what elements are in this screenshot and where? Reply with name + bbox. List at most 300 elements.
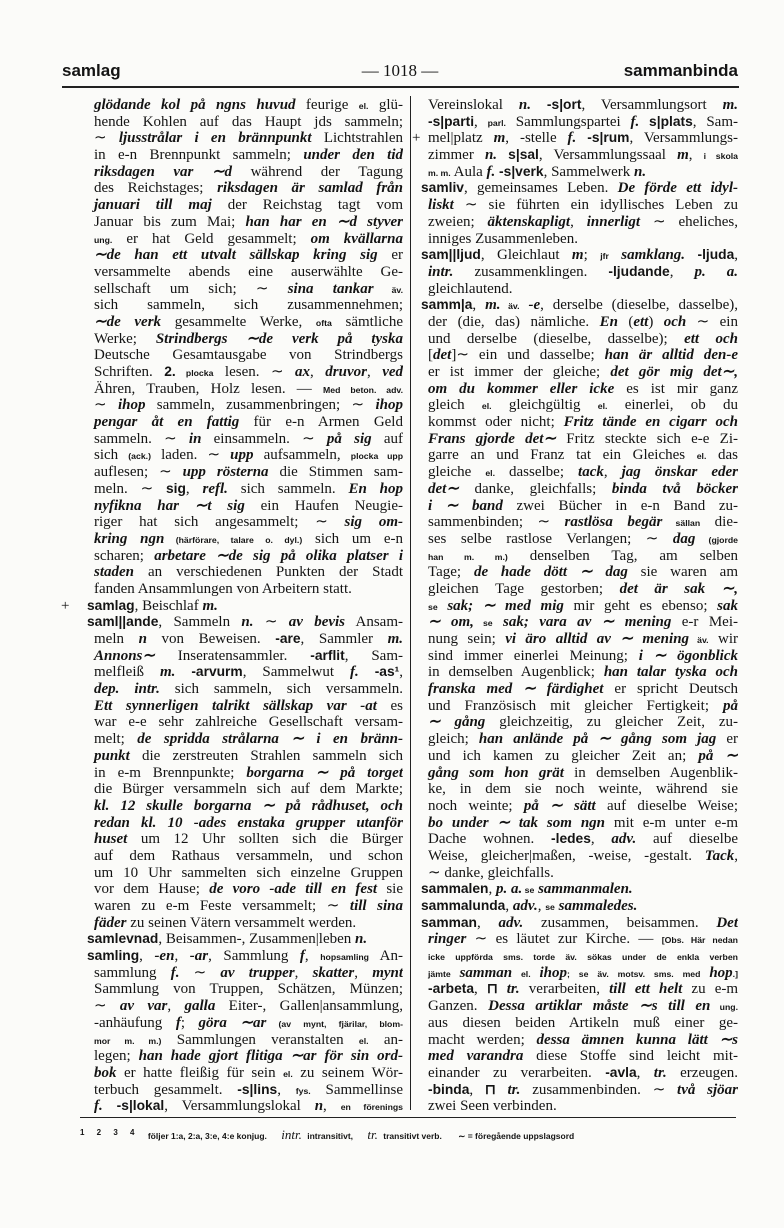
dictionary-text-line [87,714,403,731]
abbreviation-text: jämte [428,968,460,979]
headword-text: -avla [605,1064,637,1080]
dictionary-text-line [87,1015,403,1032]
swedish-example-text: dep. intr. [94,681,160,698]
abbreviation-text: el. [358,101,369,111]
dictionary-text-line [87,414,403,431]
swedish-example-text: fäder [94,914,127,931]
headword-text: -s|lins [237,1081,278,1097]
translation-text: zu e-m [682,981,738,998]
swedish-example-text: franska med ∼ färdighet [428,681,604,698]
dictionary-text-line [421,998,738,1015]
dictionary-text-line [421,130,738,147]
translation-text: meln. ∼ [94,480,166,497]
translation-text: sie waren am [627,564,738,581]
dictionary-text-line [421,164,738,181]
translation-text: zimmer [428,147,485,164]
translation-text [103,1098,117,1114]
translation-text: ) [648,313,664,330]
footnote-tr-abbr: tr. [367,1127,378,1142]
swedish-example-text: De förde ett idyl- [617,180,738,197]
abbreviation-text: mor m. m.) [94,1035,162,1046]
swedish-example-text: glödande kol på ngns huvud [94,97,296,113]
translation-text: , [174,948,190,965]
swedish-example-text: samklang. [608,247,686,264]
translation-text: versammelte abends eine auserwählte Ge- [94,263,403,280]
abbreviation-text: äv. [373,284,403,295]
headword-text: sammalunda [421,898,506,913]
dictionary-text-line [421,97,738,114]
swedish-example-text: sina tankar [287,280,374,297]
dictionary-text-line [421,664,738,681]
swedish-example-text: Det [716,914,738,931]
translation-text: Dache wohnen. [428,831,552,848]
swedish-example-text: på ∼ [698,747,738,764]
dictionary-text-line [421,598,738,615]
dictionary-text-line [421,731,738,748]
dictionary-text-line [87,431,403,448]
translation-text: er [377,247,403,264]
translation-text: in e-m Brennpunkte; [94,764,247,781]
abbreviation-text: se [473,618,493,629]
dictionary-text-line [421,1048,738,1065]
dictionary-text-line [421,347,738,364]
dictionary-entry-headline [87,948,403,965]
swedish-example-text: in [188,430,202,447]
dictionary-text-line [87,765,403,782]
swedish-example-text: kl. 12 skulle borgarna ∼ på rådhuset, och [94,797,403,814]
swedish-example-text: hop [709,964,733,981]
footnote-intr-text: intransitivt, [307,1131,354,1141]
headword-text: samlevnad [87,931,159,947]
translation-text: , [488,881,496,898]
translation-text [685,247,697,263]
dictionary-text-line [421,714,738,731]
swedish-example-text: f. [170,964,180,981]
translation-text: um 10 Uhr sammelten sich einzelne Gruppen [94,864,403,881]
headword-text: samling [87,948,140,964]
swedish-example-text: Frans gjorde det∼ [428,430,557,447]
dictionary-text-line [421,848,738,865]
dictionary-text-line [421,1015,738,1032]
swedish-example-text: n. [355,931,368,948]
translation-text: , Versammlungslokal [164,1098,315,1115]
header-right-guide-word: sammanbinda [623,61,738,80]
abbreviation-text: ung. [710,1002,738,1013]
swedish-example-text: ∼ gång [428,714,486,731]
dictionary-text-line [87,514,403,531]
headword-text: -s|lokal [116,1098,165,1114]
swedish-example-text: på [723,697,738,714]
translation-text: , [399,664,403,681]
swedish-example-text: ∼de verk [94,313,162,330]
dictionary-text-line [87,147,403,164]
translation-text: ∼ sie führten ein idyllisches Leben zu [453,197,738,214]
swedish-example-text: till ett helt [609,981,683,998]
dictionary-text-line [421,414,738,431]
translation-text: erzeugen. [666,1064,738,1081]
translation-text: sammenbinden; ∼ [428,514,565,531]
swedish-example-text: pengar åt en fattig [94,414,240,431]
translation-text: kommst oder nicht; [428,414,564,431]
dictionary-text-line [87,998,403,1015]
dictionary-text-line [421,564,738,581]
translation-text: Fritz steckte sich e-e Zi- [556,430,738,447]
translation-text: , Sam- [692,113,738,130]
translation-text: glü- [368,97,403,113]
swedish-example-text: m [677,147,689,164]
translation-text: er hatte fleißig für sein [116,1064,284,1081]
abbreviation-text: el. [485,468,495,479]
swedish-example-text: han talar tyska och [603,664,738,681]
translation-text: meln [94,631,139,647]
translation-text [576,130,587,146]
headword-text: s|plats [649,113,693,129]
translation-text: , [185,480,203,497]
translation-text: danke, gleichfalls; [458,480,612,497]
dictionary-text-line [87,347,403,364]
swedish-example-text: sak [717,597,738,614]
translation-text: Sammlung von Truppen, Schätzen, Münzen; [94,981,403,998]
dictionary-text-line [87,97,403,114]
dictionary-text-line [421,765,738,782]
dictionary-text-line [421,965,738,982]
translation-text: ∼ eheliches, [640,213,738,230]
swedish-example-text: på ∼ sätt [523,797,596,814]
swedish-example-text: staden [94,564,135,581]
dictionary-text-line [87,314,403,331]
translation-text: , [472,297,486,314]
dictionary-entry-headline [421,180,738,197]
dictionary-text-line [87,965,403,982]
translation-text: zwei Seen verbinden. [428,1098,557,1115]
dictionary-text-line [87,381,403,398]
translation-text: die Stimmen sam- [268,464,403,481]
swedish-example-text: han anlände på ∼ gång som jag [478,731,717,748]
swedish-example-text: av trupper [220,964,295,981]
dictionary-entry-headline [421,881,738,898]
swedish-example-text: n [314,1098,324,1115]
swedish-example-text: bo under ∼ tak som ngn [428,814,606,831]
swedish-example-text: under den tid [303,147,403,164]
translation-text: legen; [94,1048,139,1065]
swedish-example-text: redan kl. 10 -ades enstaka grupper utanför [94,814,403,831]
translation-text: sammlung [94,964,171,981]
translation-text: ∼ es läutet zur Kirche. — [466,931,662,948]
dictionary-text-line [87,214,403,231]
swedish-example-text: n. [241,614,254,631]
translation-text: auf dem Rathaus versammeln, und schon [94,847,403,864]
translation-text: zusammen, beisammen. [523,914,717,931]
dictionary-text-line [421,1065,738,1082]
swedish-example-text: upp rösterna [182,464,269,481]
translation-text: , [304,948,321,965]
translation-text: in demselben Augenblick; [428,664,604,681]
swedish-example-text: om du kommer eller icke [428,380,615,397]
swedish-example-text: druvor [325,364,367,380]
dictionary-entry-headline [87,614,403,631]
headword-text: -ljuda [697,247,735,263]
translation-text: Weise, gleicher|maßen, -weise, -gestalt. [428,847,705,864]
dictionary-text-line [421,464,738,481]
swedish-example-text: ihop [117,397,146,414]
dictionary-text-line [87,264,403,281]
dictionary-text-line [87,548,403,565]
translation-text: ( [617,313,634,330]
swedish-example-text: n [138,631,147,647]
translation-text: vor dem Hause; [94,881,210,898]
translation-text: terbuch gesammelt. [94,1081,238,1098]
abbreviation-text: el. [481,401,492,412]
dictionary-text-line [87,164,403,181]
footnote-rule [80,1117,736,1118]
translation-text: es ist mir ganz [614,380,738,397]
headword-text: samman [421,914,477,930]
translation-text: das [706,447,738,464]
dictionary-text-line [87,681,403,698]
swedish-example-text: rastlösa begär [564,514,663,531]
swedish-example-text: ringer [428,931,467,948]
left-column [87,97,403,1115]
header-left-guide-word: samlag [62,61,121,80]
translation-text: Lichtstrahlen [311,130,403,147]
headword-text: ⊓ [486,981,498,997]
translation-text: melfleiß [94,664,160,681]
swedish-example-text: av var [119,998,168,1015]
headword-text: samliv [421,180,464,196]
translation-text: feurige [295,97,359,113]
swedish-example-text: på sig [326,430,372,447]
translation-text: , Versammlungssaal [538,147,678,164]
translation-text: er ist immer der gleiche; [428,364,611,380]
translation-text: , [277,1081,296,1098]
swedish-example-text: n. [484,147,498,164]
swedish-example-text: f. [567,130,577,147]
translation-text: an- [368,1031,403,1048]
translation-text: , [688,147,704,164]
translation-text: gleichzeitig, zu gleicher Zeit, zu- [485,714,738,731]
translation-text: , -stelle [505,130,568,147]
headword-text: sam||ljud [421,247,481,263]
footnote-superscripts: 1 2 3 4 [80,1128,140,1137]
translation-text: für e-n Armen Geld [239,414,403,431]
translation-text: diese Stoffe sind leicht mit- [523,1048,738,1065]
translation-text: war e-e sehr zahlreiche Gesellschaft versam- [94,714,403,731]
swedish-example-text: f [299,948,305,965]
translation-text: aus diesen beiden Artikeln muß einer ge- [428,1014,738,1031]
dictionary-text-line [87,865,403,882]
swedish-example-text: m. [202,597,218,614]
dictionary-text-line [421,581,738,598]
translation-text: garre an und Franz tat ein Gleiches [428,447,697,464]
swedish-example-text: tr. [506,981,520,998]
headword-text: -arflit [310,647,345,663]
translation-text: des Reichstages; [94,180,218,197]
swedish-example-text: de voro -ade till en fest [209,881,378,898]
translation-text: [ [428,347,433,364]
swedish-example-text: Tack [704,847,735,864]
translation-text: sich [94,447,129,464]
swedish-example-text: dessa ämnen kunna lätt ∼s [536,1031,738,1048]
dictionary-text-line [87,898,403,915]
right-column [421,97,738,1115]
translation-text: gleiche [428,464,486,481]
swedish-example-text: tack [578,464,604,481]
swedish-example-text: galla [184,998,216,1015]
dictionary-text-line [421,781,738,798]
swedish-example-text: riksdagen är samlad från [217,180,403,197]
translation-text: , Sam- [344,647,403,664]
translation-text: , [474,113,488,130]
abbreviation-text: el. [358,1035,369,1046]
dictionary-text-line [87,648,403,665]
dictionary-text-line [421,514,738,531]
swedish-example-text: upp [230,447,254,464]
abbreviation-text: ung. [94,234,113,245]
swedish-example-text: bok [94,1064,117,1081]
translation-text: während der Tagung [232,163,403,180]
abbreviation-text: el. [283,1068,293,1079]
abbreviation-text: ofta [315,317,332,328]
translation-text: sammeln, zusammenbringen; ∼ [145,397,376,414]
swedish-example-text: m [493,130,506,147]
swedish-example-text: punkt [94,747,130,764]
swedish-example-text: nyfikna har ∼t sig [94,497,245,514]
footnote-tr-text: transitivt verb. [383,1131,442,1141]
swedish-example-text: f. [94,1098,103,1115]
swedish-example-text: samman [459,964,513,981]
headword-text: 2. [164,364,176,379]
swedish-example-text: refl. [202,480,228,497]
swedish-example-text: två sjöar [677,1081,738,1098]
abbreviation-text: hopsamling [320,952,369,963]
translation-text: sich sammeln, sich versammeln. [159,681,403,698]
headword-text: sig [165,480,186,496]
translation-text: ses selbe rastlose Verlangen; ∼ [428,530,673,547]
translation-text: denselben Tag, am selben [507,547,738,564]
translation-text: , Sammlung [208,948,300,965]
swedish-example-text: ax [295,364,311,380]
dictionary-text-line [421,264,738,281]
abbreviation-text: jfr [600,251,609,262]
headword-text: -s|verk [499,163,544,179]
swedish-example-text: ihop [539,964,568,981]
dictionary-text-line [421,815,738,832]
translation-text: , [603,464,622,481]
dictionary-text-line [87,1082,403,1099]
margin-plus-mark: + [412,130,421,146]
abbreviation-text: el. [696,451,707,462]
translation-text: auf dieselbe Weise; [595,797,738,814]
translation-text [496,1082,508,1098]
translation-text: die- [700,514,738,531]
translation-text: , [310,364,326,380]
translation-text: Eiter-, Gallen|ansammlung, [215,998,403,1015]
translation-text: Ganzen. [428,998,489,1015]
translation-text: Werke; [94,330,156,347]
translation-text: zu seinen Vätern versammelt werden. [126,914,357,931]
translation-text: es [376,697,403,714]
translation-text: Ähren, Trauben, Holz lesen. — [94,380,324,397]
swedish-example-text: En hop [348,480,403,497]
translation-text [531,97,547,113]
swedish-example-text: januari till maj [94,197,212,214]
swedish-example-text: intr. [428,263,454,280]
swedish-example-text: de spridda strålarna ∼ i en bränn- [137,731,403,748]
swedish-example-text: f [175,1014,181,1031]
dictionary-text-line [87,748,403,765]
translation-text: ]∼ ein und dasselbe; [451,347,605,364]
translation-text: gleich; [428,731,479,748]
translation-text [639,114,649,130]
abbreviation-text: (av mynt, fjärilar, blom- [266,1018,403,1029]
abbreviation-text: plocka upp [350,451,403,462]
translation-text: sich sammeln. [227,480,349,497]
dictionary-text-line [87,247,403,264]
translation-text: und derselbe (dieselbe, dasselbe); [428,330,685,347]
swedish-example-text: f. [630,113,640,130]
translation-text: zweien; [428,213,488,230]
dictionary-text-line [87,581,403,598]
dictionary-text-line [87,915,403,932]
dictionary-text-line [87,831,403,848]
translation-text: Ansam- [345,614,403,631]
abbreviation-text: ; se äv. motsv. sms. med [567,968,710,979]
headword-text: -ledes [551,831,591,847]
dictionary-text-line [421,498,738,515]
swedish-example-text: tr. [653,1064,667,1081]
translation-text: zu seinem Wör- [292,1064,403,1081]
translation-text: Januar bis zum Mai; [94,213,246,230]
translation-text: einander zu verarbeiten. [428,1064,606,1081]
swedish-example-text: binda två böcker [611,480,738,497]
translation-text: ∼ [94,130,119,147]
translation-text: und ich kamen zu gleicher Zeit an; [428,747,699,764]
dictionary-text-line [421,331,738,348]
swedish-example-text: de hade dött ∼ dag [473,564,628,581]
swedish-example-text: Strindbergs ∼de verk på tyska [155,330,403,347]
translation-text: , [669,263,695,280]
abbreviation-text: icke uppförda sms. torde äv. sökas under de enkla verben [428,952,738,963]
dictionary-text-line [87,481,403,498]
dictionary-text-line [421,948,738,965]
swedish-example-text: adv. [611,831,637,848]
translation-text: von Beweisen. [146,631,276,647]
abbreviation-text: (gjorde [695,534,738,545]
headword-text: -binda [428,1081,470,1097]
translation-text: , Sammelwut [242,664,350,681]
translation-text: gleich [428,397,482,414]
dictionary-text-line [421,931,738,948]
dictionary-text-line [421,364,738,381]
column-divider [410,96,411,1110]
translation-text: der Reichstag tagt vom [211,197,403,214]
swedish-example-text: ihop [375,397,403,414]
headword-text: -arbeta [428,981,475,997]
dictionary-text-line [87,981,403,998]
translation-text: in e-n Brennpunkt sammeln; [94,147,304,164]
abbreviation-text: [Obs. Här nedan [661,935,738,946]
dictionary-text-line [421,798,738,815]
dictionary-text-line [87,114,403,131]
dictionary-text-line [421,1082,738,1099]
headword-text: samlag [87,597,135,613]
headword-text: ⊓ [484,1081,496,1097]
page-number: — 1018 — [361,61,439,80]
footnote-intr-abbr: intr. [281,1127,302,1142]
translation-text: dasselbe; [495,464,579,481]
abbreviation-text: (härförare, talare o. dyl.) [164,534,303,545]
translation-text: und Französisch mit gleicher Fertigkeit; [428,697,723,714]
